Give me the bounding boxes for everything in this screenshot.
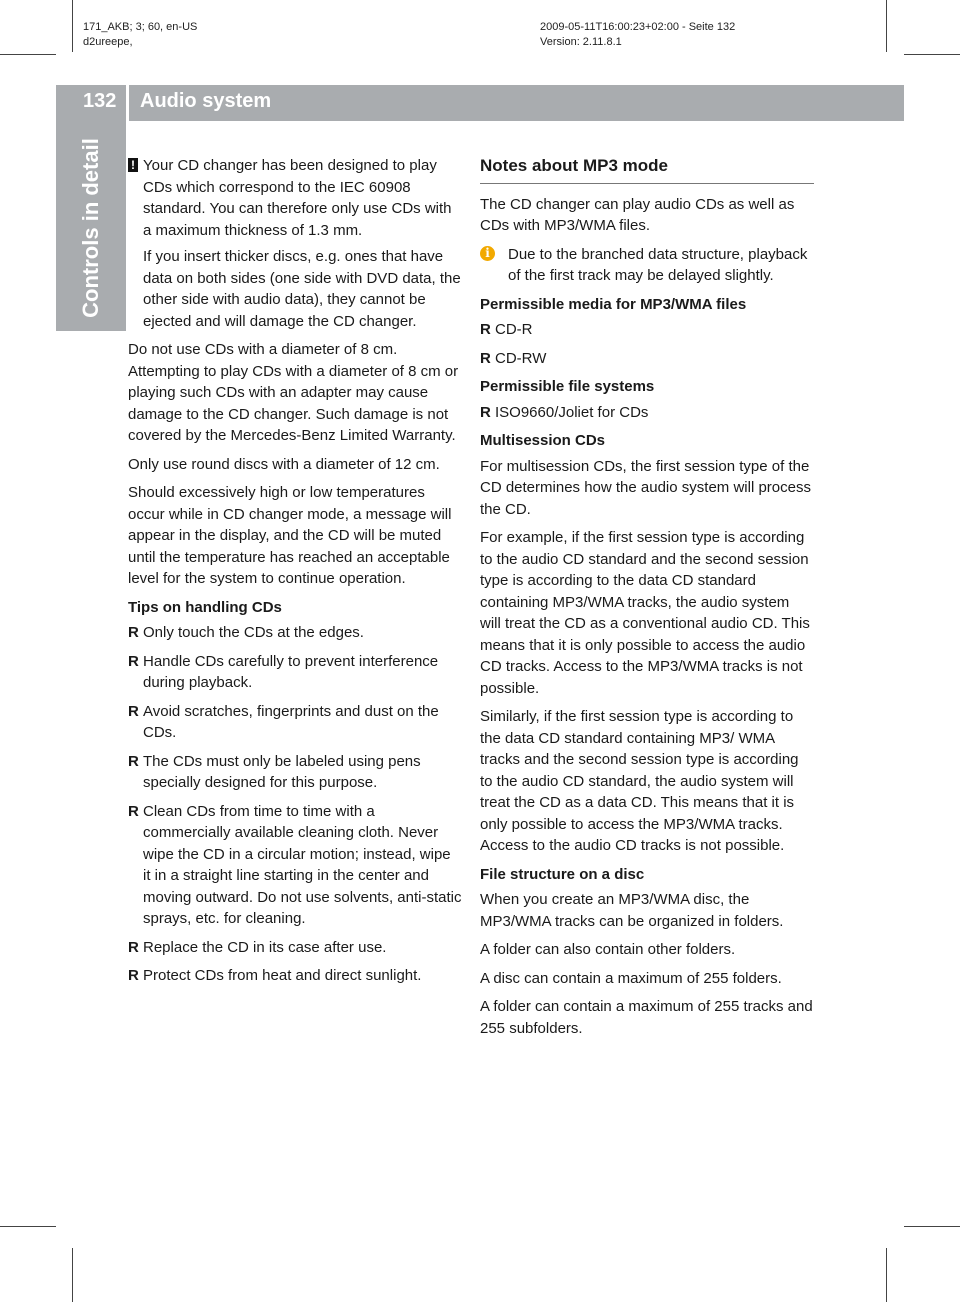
tips-list [128,622,462,987]
crop-mark [72,0,73,52]
warning-paragraph [128,155,462,241]
list-item-text: CD-R [495,321,533,338]
list-item [128,622,462,644]
body-paragraph: Should excessively high or low temperatures occur while in CD changer mode, a message will appear in the display, and the CD will be muted until the temperature has reached an acceptable level for the system to continue operation. [128,484,452,587]
info-icon: i [480,246,495,261]
list-item [128,701,462,744]
section-title: Notes about MP3 mode [480,155,814,184]
file-systems-heading: Permissible file systems [480,378,655,395]
body-paragraph: For example, if the first session type is according to the audio CD standard and the second session type is according to the data CD standard containing MP3/WMA tracks, the audio system will treat the CD as a conventional audio CD. This means that it is only possible to access the audio CD tracks. Access to the MP3/WMA tracks is not possible. [480,529,810,697]
crop-mark [0,54,56,55]
bullet-icon: R [128,702,139,720]
crop-mark [904,1226,960,1227]
bullet-icon: R [128,624,139,641]
body-paragraph: Do not use CDs with a diameter of 8 cm. Attempting to play CDs with a diameter of 8 cm or playing such CDs with an adapter may cause damage to the CD changer. Such damage is not covered by the Mercedes-Benz Limited Warranty. [128,341,459,444]
list-item-text: Only touch the CDs at the edges. [143,624,364,641]
crop-mark [0,1226,56,1227]
media-list [480,319,814,369]
multisession-heading: Multisession CDs [480,432,606,449]
body-paragraph: When you create an MP3/WMA disc, the MP3/WMA tracks can be organized in folders. [480,891,784,930]
metadata-line: 171_AKB; 3; 60, en-US [83,21,198,33]
file-systems-list [480,402,814,424]
side-tab-label-wrap [56,121,126,331]
list-item-text: Protect CDs from heat and direct sunlight. [143,967,422,984]
page-title: Audio system [140,90,272,112]
info-note [480,244,814,287]
list-item-text: Avoid scratches, fingerprints and dust on the CDs. [143,702,439,741]
side-tab-label: Controls in detail [78,138,103,318]
bullet-icon: R [480,349,491,367]
list-item [480,402,814,424]
bullet-icon: R [128,802,139,820]
file-structure-heading: File structure on a disc [480,865,645,883]
media-heading: Permissible media for MP3/WMA files [480,295,747,313]
list-item-text: Replace the CD in its case after use. [143,938,387,956]
warning-icon: ! [128,158,138,172]
warning-paragraph-continued: If you insert thicker discs, e.g. ones that have data on both sides (one side with DVD data, the other side with audio data), they cannot be ejected and will damage the CD changer. [143,248,461,330]
print-metadata-right [540,20,735,50]
metadata-line: 2009-05-11T16:00:23+02:00 - Seite 132 [540,21,736,33]
left-column [128,155,462,994]
info-text: Due to the branched data structure, playback of the first track may be delayed slightly. [508,245,808,284]
list-item [128,801,462,930]
list-item [480,319,814,341]
bullet-icon: R [128,752,139,770]
body-paragraph: A folder can also contain other folders. [480,941,736,958]
list-item-text: CD-RW [495,349,547,367]
body-paragraph: The CD changer can play audio CDs as well as CDs with MP3/WMA files. [480,195,795,234]
body-paragraph: A disc can contain a maximum of 255 folders. [480,969,782,987]
list-item-text: Clean CDs from time to time with a commercially available cleaning cloth. Never wipe the CD in a circular motion; instead, wipe it in a straight line starting in the center and moving outward. Do not use solvents, anti-static sprays, etc. for cleaning. [143,802,462,927]
bullet-icon: R [480,403,491,421]
list-item [480,348,814,370]
crop-mark [886,0,887,52]
bullet-icon: R [480,321,491,338]
crop-mark [904,54,960,55]
list-item-text: ISO9660/Joliet for CDs [495,403,649,421]
bullet-icon: R [128,652,139,670]
right-column [480,155,814,1046]
list-item [128,937,462,959]
header-divider [126,85,129,121]
warning-text: Your CD changer has been designed to play CDs which correspond to the IEC 60908 standard. You can therefore only use CDs with a maximum thickness of 1.3 mm. [143,157,452,239]
metadata-line: d2ureepe, [83,36,133,48]
list-item-text: The CDs must only be labeled using pens specially designed for this purpose. [143,752,421,791]
list-item-text: Handle CDs carefully to prevent interference during playback. [143,652,439,691]
list-item [128,751,462,794]
list-item [128,965,462,987]
list-item [128,651,462,694]
crop-mark [886,1248,887,1302]
bullet-icon: R [128,938,139,956]
print-metadata-left [83,20,197,50]
metadata-line: Version: 2.11.8.1 [540,36,622,48]
body-paragraph: For multisession CDs, the first session type of the CD determines how the audio system will process the CD. [480,457,811,518]
body-paragraph: Similarly, if the first session type is according to the data CD standard containing MP3/ WMA tracks and the second session type is according to the audio CD standard, the audio system will treat the CD as a data CD. This means that it is only possible to access the MP3/WMA tracks. Access to the audio CD tracks is not possible. [480,708,799,854]
bullet-icon: R [128,967,139,984]
body-paragraph: Only use round discs with a diameter of 12 cm. [128,455,440,473]
crop-mark [72,1248,73,1302]
body-paragraph: A folder can contain a maximum of 255 tracks and 255 subfolders. [480,998,813,1037]
page-number: 132 [83,90,117,112]
tips-heading: Tips on handling CDs [128,598,282,616]
